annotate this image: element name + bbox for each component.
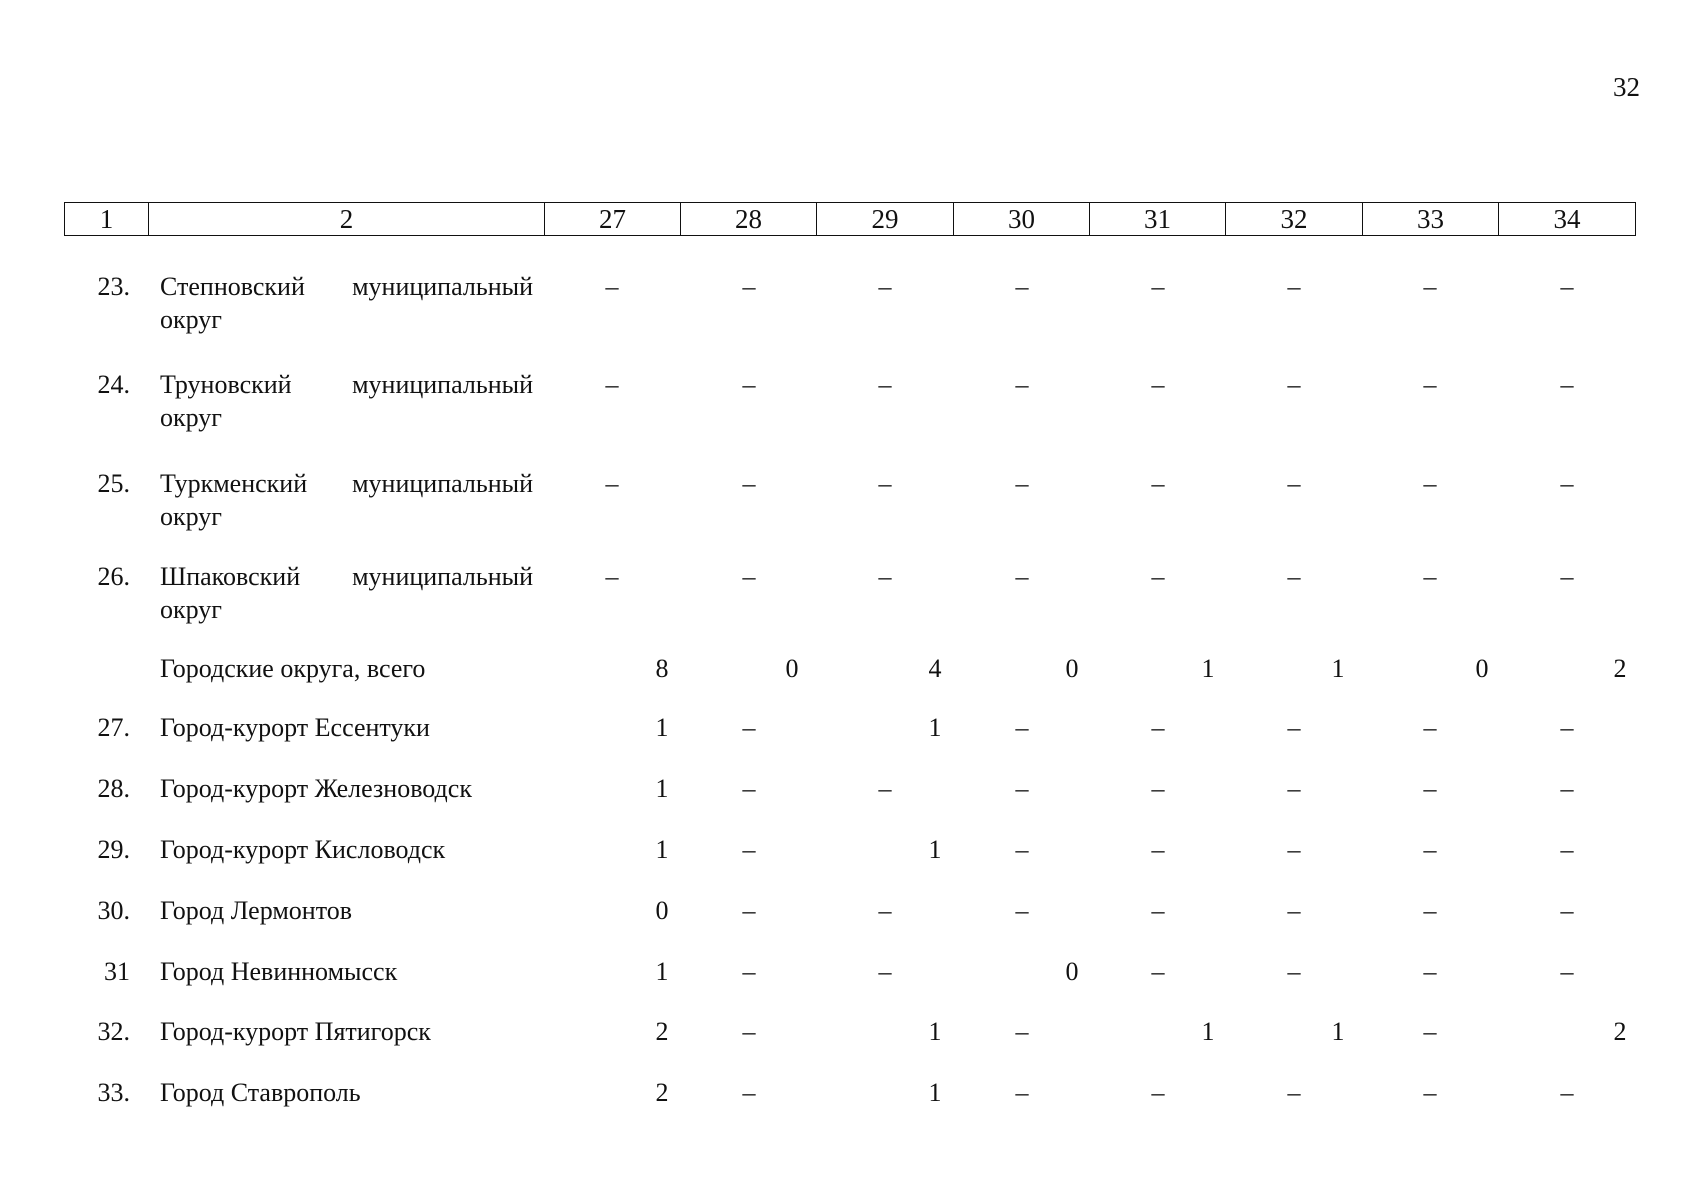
- row-value: –: [742, 713, 756, 742]
- row-value: –: [742, 896, 756, 925]
- row-value: –: [605, 469, 619, 498]
- row-value: –: [1015, 774, 1029, 803]
- row-value: 4: [928, 654, 942, 683]
- row-value: –: [1015, 1078, 1029, 1107]
- row-value: 1: [928, 835, 942, 864]
- row-value: –: [1151, 957, 1165, 986]
- row-value: 1: [1331, 654, 1345, 683]
- row-name-line: Город Невинномысск: [160, 957, 398, 986]
- row-value: 1: [928, 1078, 942, 1107]
- row-value: –: [1423, 774, 1437, 803]
- row-value: –: [1560, 370, 1574, 399]
- row-name: [160, 368, 533, 434]
- row-value: 8: [655, 654, 669, 683]
- row-value: –: [1287, 957, 1301, 986]
- row-value: –: [878, 370, 892, 399]
- row-value: –: [1151, 713, 1165, 742]
- row-value: 1: [1331, 1017, 1345, 1046]
- row-value: 0: [785, 654, 799, 683]
- row-name: [160, 652, 533, 685]
- row-value: –: [1423, 713, 1437, 742]
- row-name: [160, 772, 533, 805]
- row-value: –: [605, 272, 619, 301]
- row-value: –: [742, 1017, 756, 1046]
- row-value: –: [1015, 1017, 1029, 1046]
- row-value: –: [878, 774, 892, 803]
- row-value: 2: [655, 1078, 669, 1107]
- row-value: –: [1015, 469, 1029, 498]
- column-header: 27: [545, 203, 681, 236]
- row-name: [160, 711, 533, 744]
- row-value: –: [1015, 713, 1029, 742]
- row-value: –: [1423, 562, 1437, 591]
- row-value: –: [1015, 370, 1029, 399]
- page-number: 32: [1613, 72, 1640, 102]
- row-value: –: [878, 272, 892, 301]
- row-name: [160, 955, 533, 988]
- row-value: 0: [1065, 654, 1079, 683]
- column-header-table: [64, 202, 1636, 236]
- row-name-line: округ: [160, 403, 222, 432]
- row-name-line: округ: [160, 502, 222, 531]
- row-number: 29.: [97, 835, 130, 864]
- column-header-row: [65, 203, 1636, 236]
- row-value: 2: [655, 1017, 669, 1046]
- row-value: –: [1423, 1078, 1437, 1107]
- row-number: 28.: [97, 774, 130, 803]
- column-header: 28: [681, 203, 817, 236]
- row-value: –: [742, 562, 756, 591]
- row-value: –: [878, 469, 892, 498]
- row-name-line: Город-курорт Пятигорск: [160, 1017, 431, 1046]
- row-value: –: [1287, 370, 1301, 399]
- row-number: 25.: [97, 469, 130, 498]
- row-name: [160, 467, 533, 533]
- row-name: [160, 560, 533, 626]
- row-value: –: [1015, 835, 1029, 864]
- row-name-line: Город Ставрополь: [160, 1078, 361, 1107]
- row-value: –: [1423, 469, 1437, 498]
- row-name-line: Город Лермонтов: [160, 896, 352, 925]
- column-header: 29: [817, 203, 954, 236]
- row-number: 33.: [97, 1078, 130, 1107]
- row-name-line: Труновский муниципальный: [160, 370, 533, 399]
- row-value: –: [1287, 272, 1301, 301]
- row-name-line: Город-курорт Кисловодск: [160, 835, 446, 864]
- row-number: 24.: [97, 370, 130, 399]
- row-value: –: [878, 562, 892, 591]
- row-value: –: [878, 957, 892, 986]
- row-value: –: [742, 469, 756, 498]
- row-name: [160, 1015, 533, 1048]
- row-number: 27.: [97, 713, 130, 742]
- row-value: –: [1560, 469, 1574, 498]
- row-value: –: [1151, 896, 1165, 925]
- row-value: –: [605, 370, 619, 399]
- row-name: [160, 894, 533, 927]
- row-value: 1: [928, 713, 942, 742]
- column-header: 31: [1090, 203, 1226, 236]
- row-name: [160, 1076, 533, 1109]
- row-name-line: Город-курорт Железноводск: [160, 774, 472, 803]
- row-value: –: [1423, 370, 1437, 399]
- column-header: 2: [149, 203, 545, 236]
- column-header: 32: [1226, 203, 1363, 236]
- row-value: –: [1015, 272, 1029, 301]
- row-value: –: [605, 562, 619, 591]
- row-value: –: [1015, 896, 1029, 925]
- row-value: –: [1151, 272, 1165, 301]
- row-number: 32.: [97, 1017, 130, 1046]
- row-value: –: [1560, 562, 1574, 591]
- row-value: –: [1151, 1078, 1165, 1107]
- row-value: –: [1287, 774, 1301, 803]
- row-value: –: [1151, 370, 1165, 399]
- row-value: –: [1151, 562, 1165, 591]
- row-name-line: Туркменский муниципальный: [160, 469, 533, 498]
- row-value: 0: [1475, 654, 1489, 683]
- row-value: –: [1560, 835, 1574, 864]
- row-number: 31: [104, 957, 130, 986]
- row-value: –: [1287, 896, 1301, 925]
- row-value: –: [742, 957, 756, 986]
- row-name-line: Город-курорт Ессентуки: [160, 713, 430, 742]
- row-value: 1: [655, 957, 669, 986]
- row-value: 1: [1201, 654, 1215, 683]
- row-value: –: [742, 1078, 756, 1107]
- row-value: –: [1287, 562, 1301, 591]
- row-value: 1: [655, 835, 669, 864]
- row-number: 23.: [97, 272, 130, 301]
- row-value: –: [1151, 469, 1165, 498]
- row-value: –: [1151, 835, 1165, 864]
- row-value: –: [1287, 835, 1301, 864]
- row-name: [160, 270, 533, 336]
- row-value: 2: [1613, 654, 1627, 683]
- row-value: –: [1423, 1017, 1437, 1046]
- row-name-line: Шпаковский муниципальный: [160, 562, 533, 591]
- row-value: 2: [1613, 1017, 1627, 1046]
- row-value: –: [742, 370, 756, 399]
- row-number: 30.: [97, 896, 130, 925]
- row-value: –: [1287, 1078, 1301, 1107]
- row-name-line: Городские округа, всего: [160, 654, 426, 683]
- row-value: –: [1423, 957, 1437, 986]
- row-value: 0: [1065, 957, 1079, 986]
- column-header: 1: [65, 203, 149, 236]
- row-value: –: [742, 272, 756, 301]
- row-value: –: [1560, 774, 1574, 803]
- column-header: 33: [1363, 203, 1499, 236]
- row-value: 1: [928, 1017, 942, 1046]
- column-header: 30: [954, 203, 1090, 236]
- row-number: 26.: [97, 562, 130, 591]
- row-name: [160, 833, 533, 866]
- row-value: –: [1560, 957, 1574, 986]
- row-value: –: [1287, 469, 1301, 498]
- row-value: 0: [655, 896, 669, 925]
- row-value: –: [742, 835, 756, 864]
- row-name-line: округ: [160, 595, 222, 624]
- row-name-line: округ: [160, 305, 222, 334]
- row-value: –: [742, 774, 756, 803]
- row-value: –: [1015, 562, 1029, 591]
- row-value: –: [1560, 1078, 1574, 1107]
- row-value: –: [1287, 713, 1301, 742]
- row-value: 1: [655, 774, 669, 803]
- row-value: 1: [655, 713, 669, 742]
- row-value: –: [1560, 896, 1574, 925]
- row-name-line: Степновский муниципальный: [160, 272, 533, 301]
- row-value: –: [878, 896, 892, 925]
- row-value: –: [1423, 896, 1437, 925]
- row-value: 1: [1201, 1017, 1215, 1046]
- column-header: 34: [1499, 203, 1636, 236]
- row-value: –: [1423, 835, 1437, 864]
- row-value: –: [1423, 272, 1437, 301]
- row-value: –: [1151, 774, 1165, 803]
- row-value: –: [1560, 272, 1574, 301]
- row-value: –: [1560, 713, 1574, 742]
